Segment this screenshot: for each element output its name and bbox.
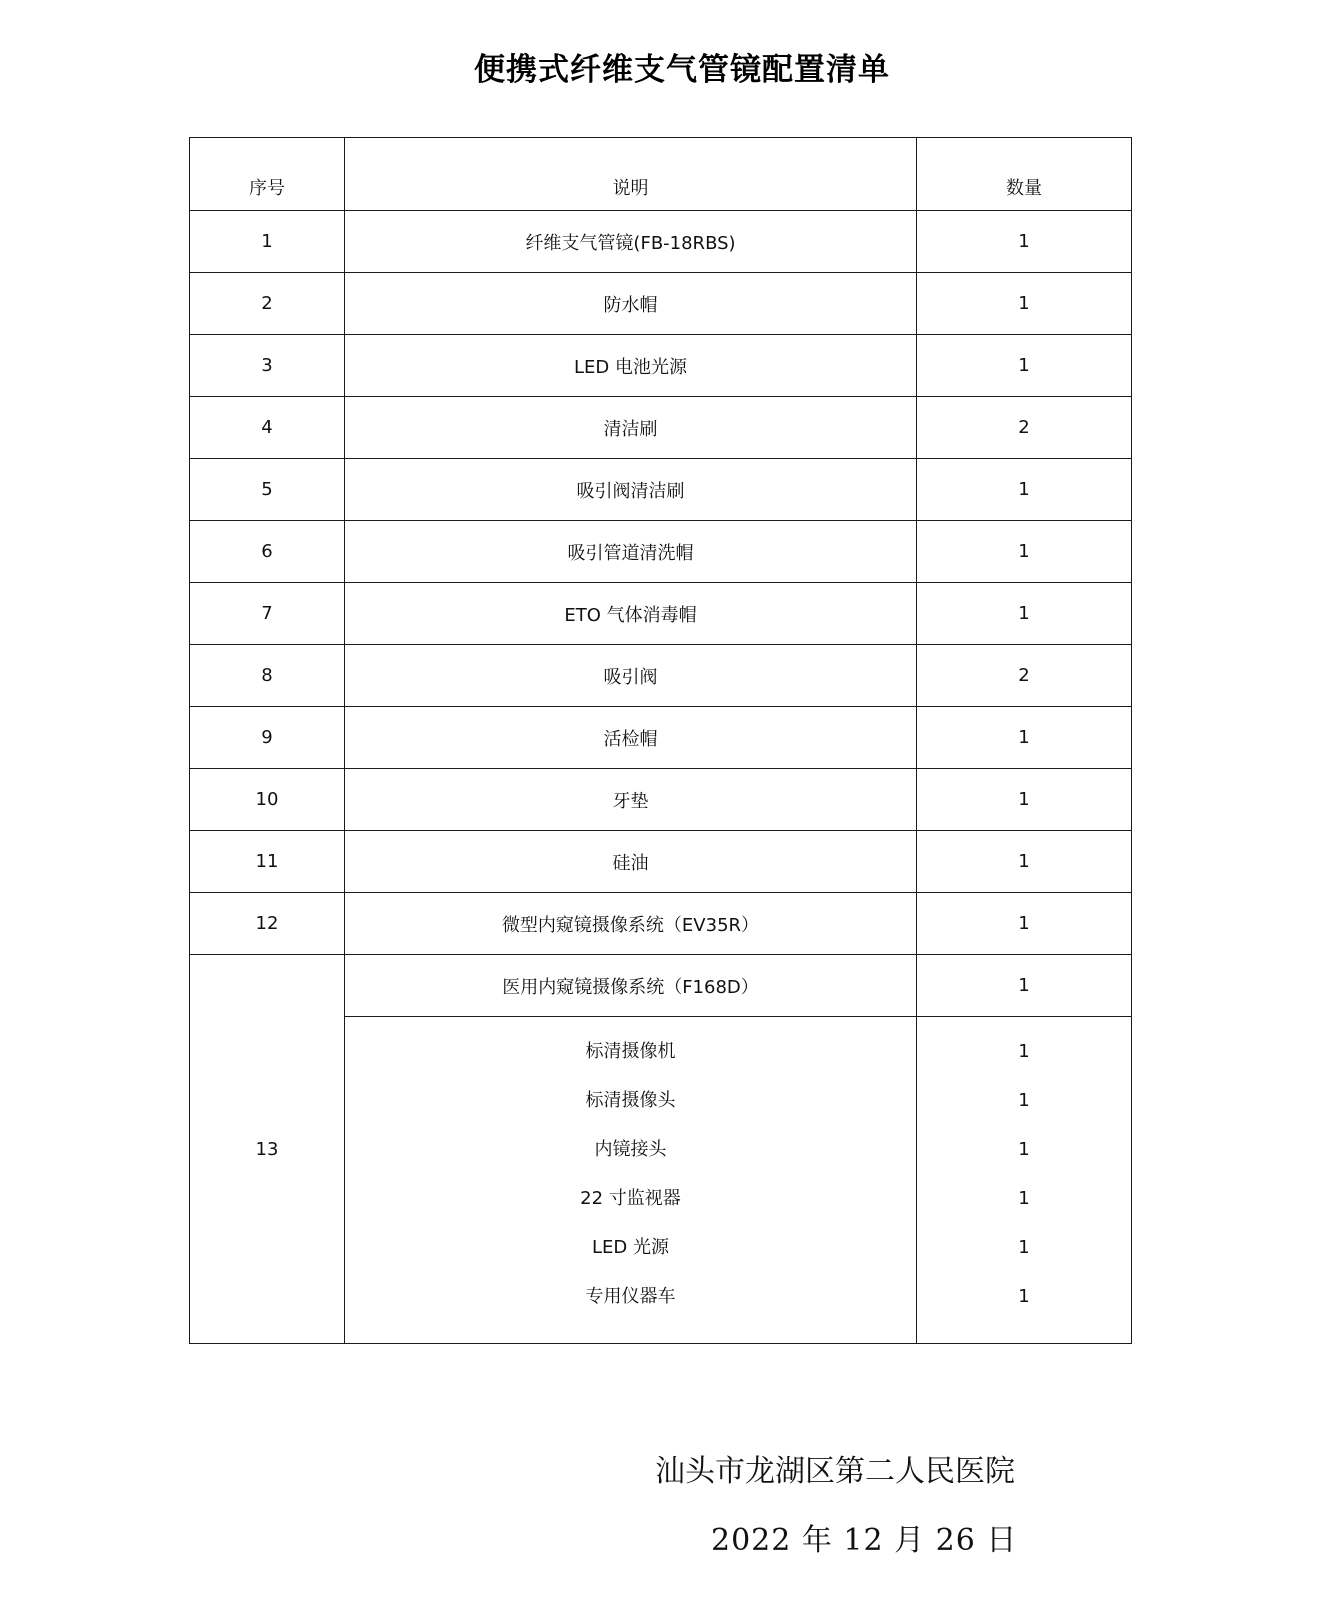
group-main-description: 医用内窥镜摄像系统（F168D） bbox=[345, 955, 917, 1017]
row-number: 9 bbox=[190, 707, 345, 769]
sub-item-description: 标清摄像头 bbox=[585, 1090, 676, 1111]
row-description: 纤维支气管镜(FB-18RBS) bbox=[345, 211, 917, 273]
sub-item-quantity: 1 bbox=[1018, 1188, 1030, 1209]
row-quantity: 2 bbox=[917, 397, 1132, 459]
table-header-row bbox=[190, 138, 1132, 211]
sub-item-description: 内镜接头 bbox=[594, 1139, 667, 1160]
row-quantity: 1 bbox=[917, 707, 1132, 769]
table-row bbox=[190, 769, 1132, 831]
row-description: 防水帽 bbox=[345, 273, 917, 335]
row-description: 活检帽 bbox=[345, 707, 917, 769]
table-row bbox=[190, 583, 1132, 645]
table-row bbox=[190, 459, 1132, 521]
row-quantity: 2 bbox=[917, 645, 1132, 707]
group-number: 13 bbox=[190, 955, 345, 1344]
header-number: 序号 bbox=[190, 138, 345, 211]
row-description: LED 电池光源 bbox=[345, 335, 917, 397]
group-sub-quantities bbox=[917, 1017, 1132, 1344]
row-number: 1 bbox=[190, 211, 345, 273]
group-sub-descriptions bbox=[345, 1017, 917, 1344]
row-description: 吸引管道清洗帽 bbox=[345, 521, 917, 583]
table-row bbox=[190, 893, 1132, 955]
row-description: 清洁刷 bbox=[345, 397, 917, 459]
header-quantity: 数量 bbox=[917, 138, 1132, 211]
table-row bbox=[190, 707, 1132, 769]
row-number: 7 bbox=[190, 583, 345, 645]
group-main-quantity: 1 bbox=[917, 955, 1132, 1017]
document-title: 便携式纤维支气管镜配置清单 bbox=[474, 52, 890, 88]
sub-item-description: LED 光源 bbox=[592, 1237, 669, 1258]
row-number: 2 bbox=[190, 273, 345, 335]
table-row-group-main bbox=[190, 955, 1132, 1017]
row-description: 硅油 bbox=[345, 831, 917, 893]
table-row bbox=[190, 273, 1132, 335]
header-description: 说明 bbox=[345, 138, 917, 211]
row-description: ETO 气体消毒帽 bbox=[345, 583, 917, 645]
configuration-table bbox=[189, 137, 1132, 1344]
row-quantity: 1 bbox=[917, 769, 1132, 831]
sub-item-quantity: 1 bbox=[1018, 1041, 1030, 1062]
row-description: 微型内窥镜摄像系统（EV35R） bbox=[345, 893, 917, 955]
row-number: 3 bbox=[190, 335, 345, 397]
row-description: 吸引阀清洁刷 bbox=[345, 459, 917, 521]
sub-item-description: 标清摄像机 bbox=[585, 1041, 676, 1062]
table-row bbox=[190, 831, 1132, 893]
row-number: 10 bbox=[190, 769, 345, 831]
row-number: 8 bbox=[190, 645, 345, 707]
table-row bbox=[190, 335, 1132, 397]
row-quantity: 1 bbox=[917, 273, 1132, 335]
row-quantity: 1 bbox=[917, 831, 1132, 893]
table-row bbox=[190, 397, 1132, 459]
sub-item-quantity: 1 bbox=[1018, 1139, 1030, 1160]
row-number: 11 bbox=[190, 831, 345, 893]
row-quantity: 1 bbox=[917, 521, 1132, 583]
row-quantity: 1 bbox=[917, 893, 1132, 955]
row-quantity: 1 bbox=[917, 459, 1132, 521]
row-number: 6 bbox=[190, 521, 345, 583]
row-number: 12 bbox=[190, 893, 345, 955]
sub-item-quantity: 1 bbox=[1018, 1286, 1030, 1307]
signature-date: 2022 年 12 月 26 日 bbox=[711, 1523, 1018, 1558]
sub-item-quantity: 1 bbox=[1018, 1237, 1030, 1258]
row-description: 牙垫 bbox=[345, 769, 917, 831]
sub-item-quantity: 1 bbox=[1018, 1090, 1030, 1111]
row-number: 4 bbox=[190, 397, 345, 459]
signature-organization: 汕头市龙湖区第二人民医院 bbox=[655, 1454, 1015, 1489]
row-quantity: 1 bbox=[917, 211, 1132, 273]
table-row bbox=[190, 645, 1132, 707]
row-number: 5 bbox=[190, 459, 345, 521]
row-quantity: 1 bbox=[917, 335, 1132, 397]
table-row bbox=[190, 211, 1132, 273]
row-description: 吸引阀 bbox=[345, 645, 917, 707]
row-quantity: 1 bbox=[917, 583, 1132, 645]
sub-item-description: 专用仪器车 bbox=[585, 1286, 676, 1307]
table-row bbox=[190, 521, 1132, 583]
sub-item-description: 22 寸监视器 bbox=[580, 1188, 681, 1209]
